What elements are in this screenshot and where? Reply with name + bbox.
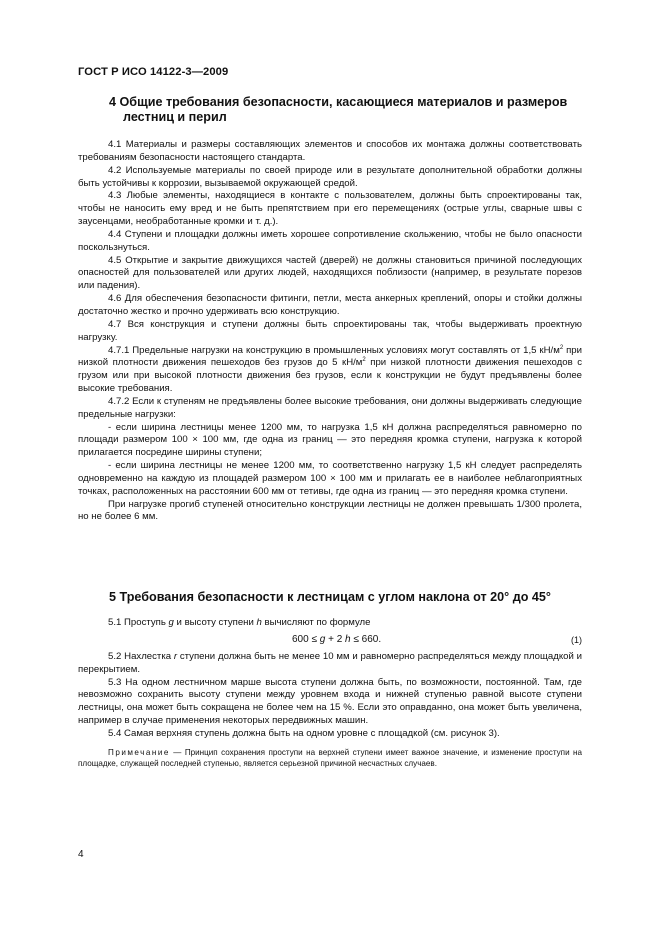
paragraph-5-4: 5.4 Самая верхняя ступень должна быть на одном уровне с площадкой (см. рисунок 3).: [108, 727, 500, 739]
paragraph-4-7: 4.7 Вся конструкция и ступени должны быть спроектированы так, чтобы выдерживать проектную нагрузку.: [78, 318, 582, 343]
superscript: 2: [362, 357, 366, 364]
section-5-heading: 5 Требования безопасности к лестницам с углом наклона от 20° до 45°: [109, 590, 551, 604]
paragraph-4-4: 4.4 Ступени и площадки должны иметь хорошее сопротивление скольжению, чтобы не было опасности поскользнуться.: [78, 228, 582, 253]
paragraph-5-3: 5.3 На одном лестничном марше высота ступени должна быть, по возможности, постоянной. Там, где невозможно сохранить высоту ступени между уровнем входа и нижней ступенью равной высоте ступени лестницы, она может быть сокращена не более чем на 15 %. Если это оправданно, она может быть увеличена, например в случае применения некоторых передвижных машин.: [78, 676, 582, 727]
paragraph-4-3: 4.3 Любые элементы, находящиеся в контакте с пользователем, должны быть спроектированы так, чтобы не наносить ему вред и не быть препятствием при его перемещениях (острые углы, сварные швы с заусенцами, необработанные кромки и т. д.).: [78, 190, 582, 228]
formula-expression: 600 ≤ g + 2 h ≤ 660.: [292, 633, 382, 645]
list-item-wide-stair: - если ширина лестницы не менее 1200 мм, то соответственно нагрузку 1,5 кН следует распределять одновременно на каждую из площадей размером 100 × 100 мм и прилагать ее в наиболее неблагоприятных точках, расположенных на расстоянии 600 мм от тетивы, где одна из границ — это передняя кромка ступени.: [78, 460, 582, 497]
section-4-body: [78, 139, 582, 524]
paragraph-4-6: 4.6 Для обеспечения безопасности фитинги, петли, места анкерных креплений, опоры и стойки должны достаточно жестко и прочно удерживать всю конструкцию.: [78, 293, 582, 317]
superscript: 2: [559, 344, 564, 351]
paragraph-4-7-2: 4.7.2 Если к ступеням не предъявлены более высокие требования, они должны выдерживать следующие предельные нагрузки:: [78, 395, 582, 420]
note-label: Примечание: [108, 747, 170, 757]
paragraph-5-1: 5.1 Проступь g и высоту ступени h вычисляют по формуле: [108, 617, 371, 628]
page-number: 4: [78, 849, 84, 860]
paragraph-4-7-1: 4.7.1 Предельные нагрузки на конструкцию в промышленных условиях могут составлять от 1,5 $кН/м^2$ при низкой плотности движения пешеходов без грузов до 5 $кН/м^2$ при низкой плотности движения пешеходов с грузом или при высокой плотности движения без грузов, если к конструкции не будут предъявлены более высокие требования.: [78, 344, 583, 395]
paragraph-4-2: 4.2 Используемые материалы по своей природе или в результате дополнительной обработки должны быть устойчивы к коррозии, вызываемой окружающей средой.: [78, 164, 582, 189]
formula-number: (1): [571, 634, 582, 645]
section-4-heading: [109, 95, 567, 125]
section-5-body: [78, 617, 582, 769]
note: Примечание — Принцип сохранения проступи на верхней ступени имеет важное значение, и изменение проступи на площадке, служащей последней ступенью, является серьезной причиной несчастных случаев.: [78, 747, 582, 768]
section-4-heading-line1: 4 Общие требования безопасности, касающиеся материалов и размеров: [109, 95, 568, 109]
variable-g: g: [168, 617, 174, 628]
section-4-heading-line2: лестниц и перил: [123, 110, 227, 124]
document-header: ГОСТ Р ИСО 14122-3—2009: [78, 66, 229, 78]
variable-h: h: [256, 617, 262, 628]
variable-r: r: [173, 650, 178, 662]
paragraph-5-2: 5.2 Нахлестка r ступени должна быть не менее 10 мм и равномерно распределяться между площадкой и перекрытием.: [78, 650, 582, 675]
paragraph-deflection: При нагрузке прогиб ступеней относительно конструкции лестницы не должен превышать 1/300 пролета, но не более 6 мм.: [78, 498, 582, 523]
formula-1: [78, 632, 582, 648]
paragraph-4-5: 4.5 Открытие и закрытие движущихся частей (дверей) не должны становиться причиной последующих опасностей для пользователей или других людей, находящихся поблизости (например, в результате порезов или падения).: [78, 254, 582, 292]
paragraph-4-1: 4.1 Материалы и размеры составляющих элементов и способов их монтажа должны соответствовать требованиям безопасности настоящего стандарта.: [78, 139, 582, 163]
list-item-narrow-stair: - если ширина лестницы менее 1200 мм, то нагрузка 1,5 кН должна распределяться равномерно по площади размером 100 × 100 мм, где одна из границ — это передняя кромка ступени, нагрузка к которой прилагается посредине ширины ступени;: [78, 421, 582, 459]
